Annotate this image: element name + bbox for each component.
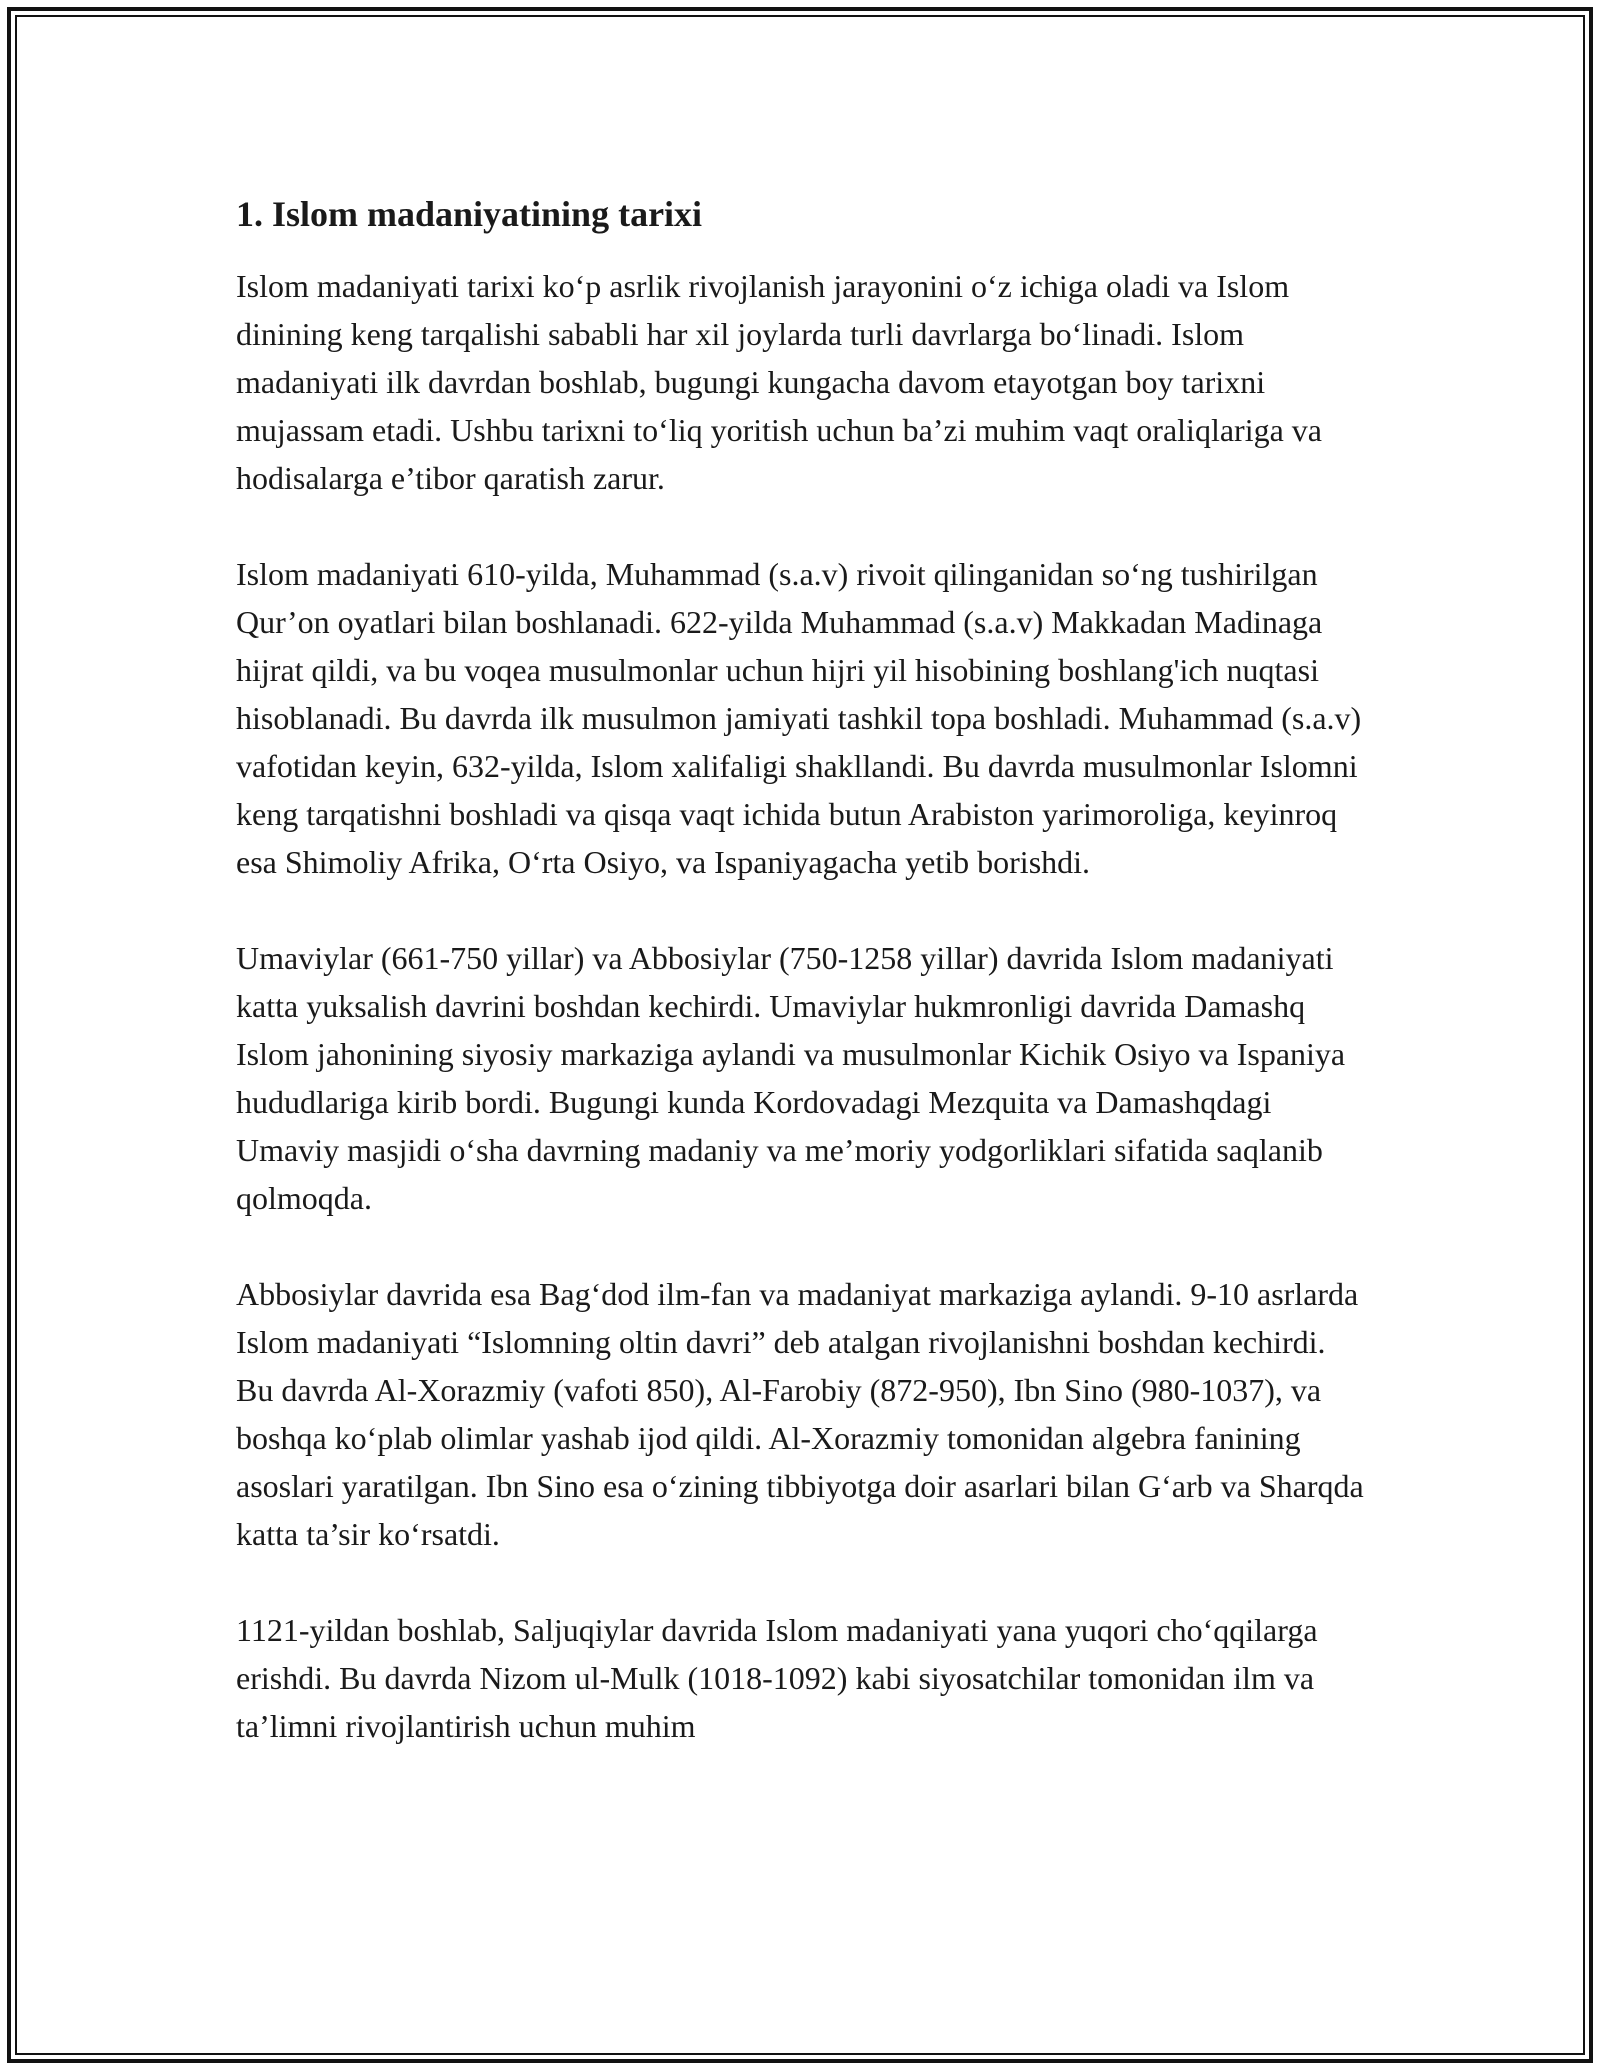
document-body [236, 190, 1366, 1798]
section-heading: 1. Islom madaniyatining tarixi [236, 194, 703, 234]
paragraph-abbasids: Abbosiylar davrida esa Bagʻdod ilm-fan va madaniyat markaziga aylandi. 9-10 asrlarda Islom madaniyati “Islomning oltin davri” deb atalgan rivojlanishni boshdan kechirdi. Bu davrda Al-Xorazmiy (vafoti 850), Al-Farobiy (872-950), Ibn Sino (980-1037), va boshqa koʻplab olimlar yashab ijod qildi. Al-Xorazmiy tomonidan algebra fanining asoslari yaratilgan. Ibn Sino esa oʻzining tibbiyotga doir asarlari bilan Gʻarb va Sharqda katta ta’sir koʻrsatdi. [236, 1276, 1364, 1552]
paragraph-seljuks: 1121-yildan boshlab, Saljuqiylar davrida Islom madaniyati yana yuqori choʻqqilarga erishdi. Bu davrda Nizom ul-Mulk (1018-1092) kabi siyosatchilar tomonidan ilm va ta’limni rivojlantirish uchun muhim [236, 1612, 1318, 1744]
paragraph-early-islam: Islom madaniyati 610-yilda, Muhammad (s.a.v) rivoit qilinganidan soʻng tushirilgan Qur’on oyatlari bilan boshlanadi. 622-yilda Muhammad (s.a.v) Makkadan Madinaga hijrat qildi, va bu voqea musulmonlar uchun hijri yil hisobining boshlang'ich nuqtasi hisoblanadi. Bu davrda ilk musulmon jamiyati tashkil topa boshladi. Muhammad (s.a.v) vafotidan keyin, 632-yilda, Islom xalifaligi shakllandi. Bu davrda musulmonlar Islomni keng tarqatishni boshladi va qisqa vaqt ichida butun Arabiston yarimoroliga, keyinroq esa Shimoliy Afrika, Oʻrta Osiyo, va Ispaniyagacha yetib borishdi. [236, 556, 1362, 880]
paragraph-intro: Islom madaniyati tarixi koʻp asrlik rivojlanish jarayonini oʻz ichiga oladi va Islom dinining keng tarqalishi sababli har xil joylarda turli davrlarga boʻlinadi. Islom madaniyati ilk davrdan boshlab, bugungi kungacha davom etayotgan boy tarixni mujassam etadi. Ushbu tarixni toʻliq yoritish uchun ba’zi muhim vaqt oraliqlariga va hodisalarga e’tibor qaratish zarur. [236, 268, 1322, 496]
paragraph-umayyads: Umaviylar (661-750 yillar) va Abbosiylar (750-1258 yillar) davrida Islom madaniyati katta yuksalish davrini boshdan kechirdi. Umaviylar hukmronligi davrida Damashq Islom jahonining siyosiy markaziga aylandi va musulmonlar Kichik Osiyo va Ispaniya hududlariga kirib bordi. Bugungi kunda Kordovadagi Mezquita va Damashqdagi Umaviy masjidi oʻsha davrning madaniy va me’moriy yodgorliklari sifatida saqlanib qolmoqda. [236, 940, 1346, 1216]
